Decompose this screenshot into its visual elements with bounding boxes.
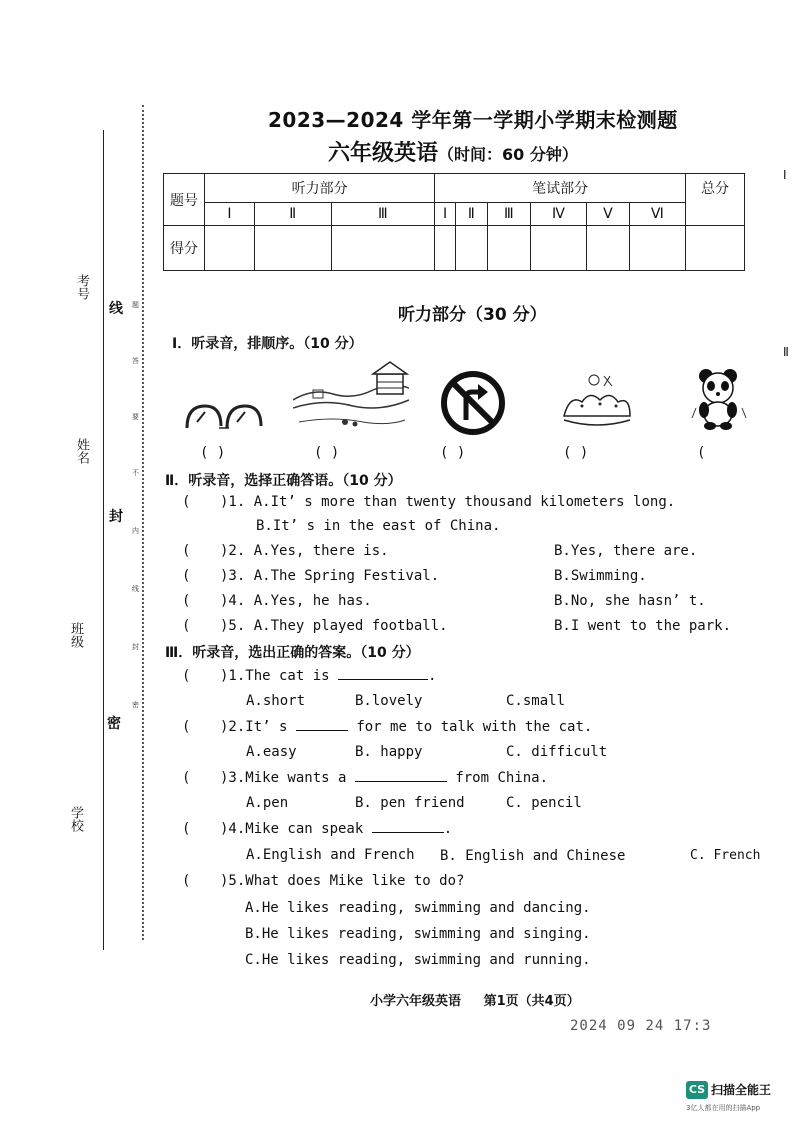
part1-bracket-4: ( ) bbox=[563, 445, 589, 461]
part3-q4-stem bbox=[220, 821, 452, 837]
part3-q1-option-c: C.small bbox=[506, 693, 566, 709]
part2-q5-option-a: A.They played football. bbox=[253, 618, 448, 634]
part3-q3-stem bbox=[220, 770, 548, 786]
part2-q1-option-b: B.It’ s in the east of China. bbox=[256, 518, 501, 534]
part2-q1-num: )1. bbox=[220, 494, 246, 510]
score-row-header: 得分 bbox=[164, 226, 205, 271]
part3-q2-bracket: ( bbox=[182, 719, 191, 735]
page-footer: 小学六年级英语 第1页（共4页） bbox=[370, 994, 580, 1009]
part2-q1-stem bbox=[220, 494, 675, 510]
listening-section-title: 听力部分（30 分） bbox=[398, 305, 547, 325]
part3-q2-option-b: B. happy bbox=[355, 744, 423, 760]
scanner-name: 扫描全能王 bbox=[711, 1083, 772, 1097]
scanner-tagline: 3亿人都在用的扫描App bbox=[686, 1104, 761, 1112]
part3-q1-blank[interactable] bbox=[338, 679, 428, 680]
part3-q1-stem bbox=[220, 668, 436, 684]
part2-q5-bracket: ( bbox=[182, 618, 191, 634]
margin-small-char: 内 bbox=[132, 527, 139, 535]
total-score-cell bbox=[686, 226, 745, 271]
part2-q2-num: )2. bbox=[220, 543, 246, 559]
binding-rule-line bbox=[103, 130, 104, 950]
part1-title: I．听录音，排顺序。（10 分） bbox=[172, 336, 363, 352]
part2-q5-option-b: B.I went to the park. bbox=[554, 618, 732, 634]
part1-bracket-5: ( bbox=[697, 445, 706, 461]
panda-icon bbox=[686, 364, 750, 436]
col-written-5: V bbox=[587, 203, 630, 226]
part3-q5-option-c: C.He likes reading, swimming and running. bbox=[245, 952, 591, 968]
score-cell bbox=[331, 226, 435, 271]
part3-q3-option-c: C. pencil bbox=[506, 795, 582, 811]
part2-q2-stem bbox=[220, 543, 389, 559]
part3-q4-option-a: A.English and French bbox=[246, 847, 415, 863]
part3-q2-option-a: A.easy bbox=[246, 744, 297, 760]
part3-q1-text: )1.The cat is bbox=[220, 668, 330, 684]
part3-q5-stem: )5.What does Mike like to do? bbox=[220, 873, 465, 889]
cut-dotted-line bbox=[142, 105, 144, 940]
camscanner-logo-icon: CS bbox=[686, 1081, 708, 1099]
margin-small-char: 不 bbox=[132, 469, 139, 477]
part1-bracket-1: ( ) bbox=[200, 445, 226, 461]
exam-number-label: 考号 bbox=[74, 274, 89, 300]
part2-q3-num: )3. bbox=[220, 568, 246, 584]
margin-small-char: 密 bbox=[132, 701, 139, 709]
great-wall-icon bbox=[293, 360, 409, 434]
part2-q3-bracket: ( bbox=[182, 568, 191, 584]
part2-q4-option-a: A.Yes, he has. bbox=[253, 593, 372, 609]
score-cell bbox=[530, 226, 586, 271]
score-cell bbox=[435, 226, 456, 271]
part3-q3-option-a: A.pen bbox=[246, 795, 289, 811]
col-written-6: Ⅵ bbox=[629, 203, 685, 226]
score-cell bbox=[205, 226, 255, 271]
col-listening-1: I bbox=[205, 203, 255, 226]
part2-q3-option-b: B.Swimming. bbox=[554, 568, 647, 584]
part3-q3-blank[interactable] bbox=[355, 781, 447, 782]
time-limit: （时间：60 分钟） bbox=[438, 145, 578, 164]
part2-q5-stem bbox=[220, 618, 448, 634]
part3-q4-bracket: ( bbox=[182, 821, 191, 837]
class-label: 班级 bbox=[68, 622, 83, 648]
part3-q2-option-c: C. difficult bbox=[506, 744, 608, 760]
part2-title: Ⅱ．听录音，选择正确答语。（10 分） bbox=[165, 473, 402, 489]
col-written-4: Ⅳ bbox=[530, 203, 586, 226]
margin-small-char: 答 bbox=[132, 357, 139, 365]
question-number-header: 题号 bbox=[164, 174, 205, 226]
part2-q4-bracket: ( bbox=[182, 593, 191, 609]
score-table bbox=[163, 173, 745, 271]
part2-q3-stem bbox=[220, 568, 439, 584]
part3-q4-option-b: B. English and Chinese bbox=[440, 848, 626, 864]
headphones-icon bbox=[183, 398, 265, 434]
score-cell bbox=[487, 226, 530, 271]
part3-q4-option-c: C. French bbox=[690, 848, 761, 863]
part3-q3-end: from China. bbox=[455, 770, 549, 786]
subject-name: 六年级英语 bbox=[328, 141, 439, 166]
score-cell bbox=[587, 226, 630, 271]
part2-q4-option-b: B.No, she hasn’ t. bbox=[554, 593, 706, 609]
edge-mark: I bbox=[783, 168, 787, 182]
part1-bracket-2: ( ) bbox=[314, 445, 340, 461]
seal-secret-char: 密 bbox=[107, 716, 121, 732]
part3-q2-blank[interactable] bbox=[296, 730, 348, 731]
part3-q3-option-b: B. pen friend bbox=[355, 795, 465, 811]
subject-title bbox=[328, 136, 578, 167]
part3-q1-bracket: ( bbox=[182, 668, 191, 684]
part3-q2-end: for me to talk with the cat. bbox=[356, 719, 593, 735]
written-header: 笔试部分 bbox=[435, 174, 686, 203]
part3-q1-end: . bbox=[428, 668, 437, 684]
part2-q2-option-a: A.Yes, there is. bbox=[253, 543, 389, 559]
no-right-turn-icon bbox=[440, 370, 506, 436]
scan-timestamp: 2024 09 24 17:3 bbox=[570, 1018, 712, 1034]
total-header: 总分 bbox=[686, 174, 745, 226]
part3-q2-text: )2.It’ s bbox=[220, 719, 288, 735]
part2-q1-bracket: ( bbox=[182, 494, 191, 510]
part1-bracket-3: ( ) bbox=[440, 445, 466, 461]
part3-q1-option-a: A.short bbox=[246, 693, 306, 709]
part3-q5-bracket: ( bbox=[182, 873, 191, 889]
part2-q3-option-a: A.The Spring Festival. bbox=[253, 568, 440, 584]
col-written-3: Ⅲ bbox=[487, 203, 530, 226]
part3-q4-text: )4.Mike can speak bbox=[220, 821, 364, 837]
part2-q2-bracket: ( bbox=[182, 543, 191, 559]
col-written-1: I bbox=[435, 203, 456, 226]
part3-title: Ⅲ．听录音，选出正确的答案。（10 分） bbox=[165, 645, 420, 661]
margin-small-char: 要 bbox=[132, 413, 139, 421]
col-listening-3: Ⅲ bbox=[331, 203, 435, 226]
exam-title: 2023—2024 学年第一学期小学期末检测题 bbox=[268, 108, 678, 132]
score-cell bbox=[629, 226, 685, 271]
name-label: 姓名 bbox=[74, 438, 89, 464]
margin-small-char: 题 bbox=[132, 301, 139, 309]
part3-q1-option-b: B.lovely bbox=[355, 693, 423, 709]
part2-q5-num: )5. bbox=[220, 618, 246, 634]
dumplings-icon bbox=[560, 372, 634, 430]
col-written-2: Ⅱ bbox=[455, 203, 487, 226]
listening-header: 听力部分 bbox=[205, 174, 435, 203]
seal-seal-char: 封 bbox=[109, 509, 123, 525]
part3-q4-blank[interactable] bbox=[372, 832, 444, 833]
part2-q1-option-a: A.It’ s more than twenty thousand kilometers long. bbox=[253, 494, 676, 510]
part3-q2-stem bbox=[220, 719, 592, 735]
score-cell bbox=[455, 226, 487, 271]
col-listening-2: Ⅱ bbox=[254, 203, 331, 226]
part3-q4-end: . bbox=[443, 821, 453, 837]
school-label: 学校 bbox=[68, 806, 83, 832]
part2-q2-option-b: B.Yes, there are. bbox=[554, 543, 698, 559]
part2-q4-stem bbox=[220, 593, 372, 609]
margin-small-char: 线 bbox=[132, 585, 139, 593]
part3-q5-option-a: A.He likes reading, swimming and dancing. bbox=[245, 900, 591, 916]
part2-q4-num: )4. bbox=[220, 593, 246, 609]
score-cell bbox=[254, 226, 331, 271]
seal-line-char: 线 bbox=[109, 301, 123, 317]
part3-q5-option-b: B.He likes reading, swimming and singing. bbox=[245, 926, 591, 942]
part3-q3-bracket: ( bbox=[182, 770, 191, 786]
edge-mark: Ⅱ bbox=[783, 345, 789, 359]
margin-small-char: 封 bbox=[132, 643, 139, 651]
part3-q3-text: )3.Mike wants a bbox=[220, 770, 347, 786]
